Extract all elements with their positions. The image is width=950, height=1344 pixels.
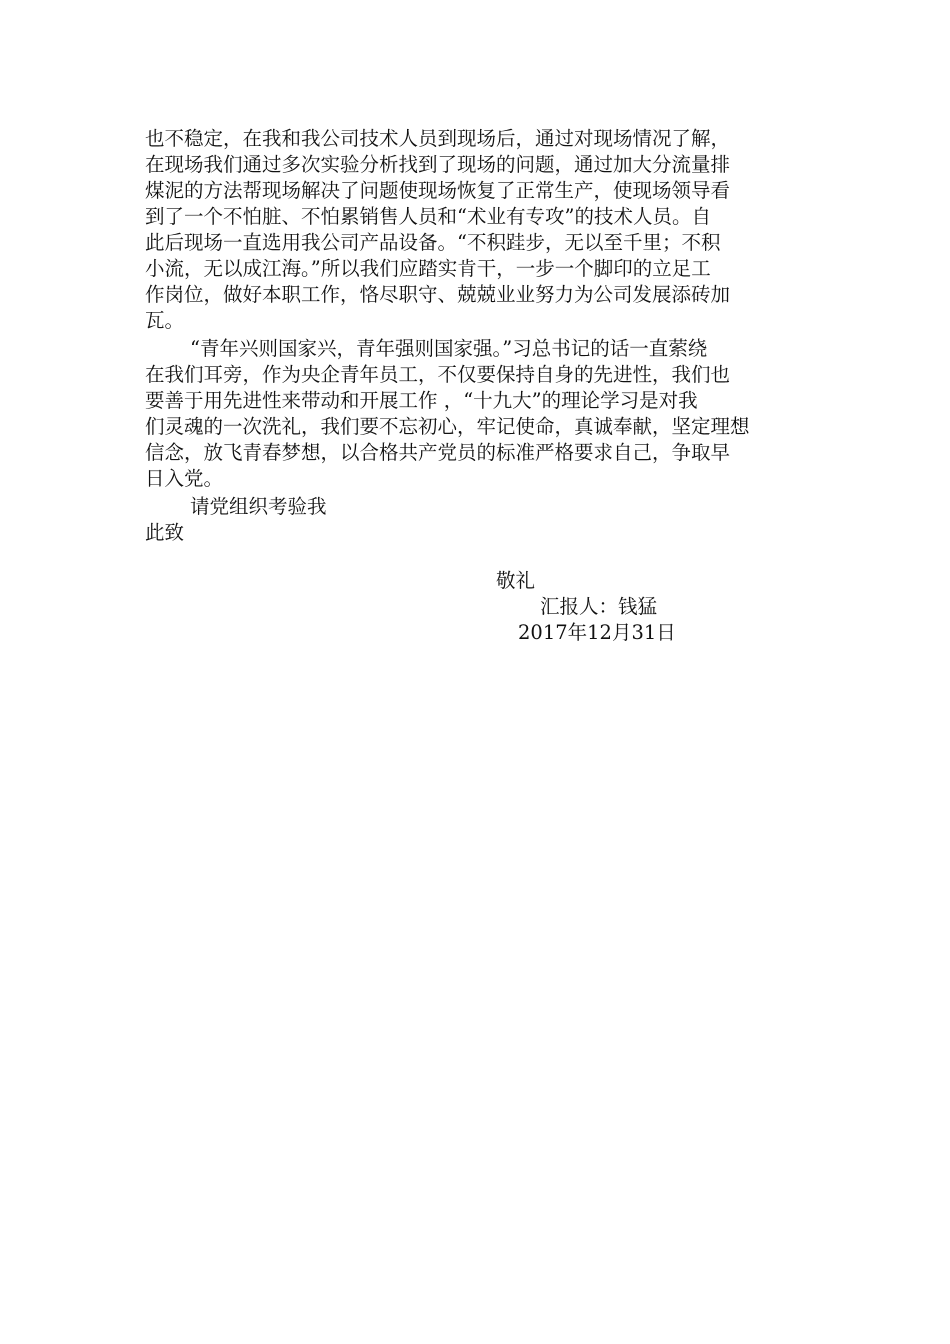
- paragraph-line: 也不稳定，在我和我公司技术人员到现场后，通过对现场情况了解，: [145, 127, 731, 150]
- paragraph-line: 要善于用先进性来带动和开展工作 ，“十九大”的理论学习是对我: [145, 389, 698, 412]
- paragraph-line: 瓦。: [145, 309, 185, 332]
- paragraph-line: 作岗位，做好本职工作，恪尽职守、兢兢业业努力为公司发展添砖加: [145, 283, 731, 306]
- paragraph-line: 们灵魂的一次洗礼，我们要不忘初心，牢记使命，真诚奉献，坚定理想: [145, 415, 750, 438]
- closing-salutation: 此致: [145, 521, 185, 544]
- paragraph-line: 此后现场一直选用我公司产品设备。“不积跬步，无以至千里；不积: [145, 231, 721, 254]
- date-line: 2017年12月31日: [518, 621, 676, 644]
- paragraph-line: 在现场我们通过多次实验分析找到了现场的问题，通过加大分流量排: [145, 153, 731, 176]
- request-line: 请党组织考验我: [190, 495, 327, 518]
- paragraph-line: 信念，放飞青春梦想，以合格共产党员的标准严格要求自己，争取早: [145, 441, 731, 464]
- paragraph-line: 煤泥的方法帮现场解决了问题使现场恢复了正常生产，使现场领导看: [145, 179, 731, 202]
- closing-regards: 敬礼: [496, 569, 536, 592]
- paragraph-line: 在我们耳旁，作为央企青年员工，不仅要保持自身的先进性，我们也: [145, 363, 731, 386]
- paragraph-line: 日入党。: [145, 467, 224, 490]
- paragraph-line: 小流，无以成江海。”所以我们应踏实肯干，一步一个脚印的立足工: [145, 257, 711, 280]
- paragraph-line: “青年兴则国家兴，青年强则国家强。”习总书记的话一直萦绕: [190, 337, 708, 360]
- signature-line: 汇报人：钱猛: [540, 595, 658, 618]
- paragraph-line: 到了一个不怕脏、不怕累销售人员和“术业有专攻”的技术人员。自: [145, 205, 711, 228]
